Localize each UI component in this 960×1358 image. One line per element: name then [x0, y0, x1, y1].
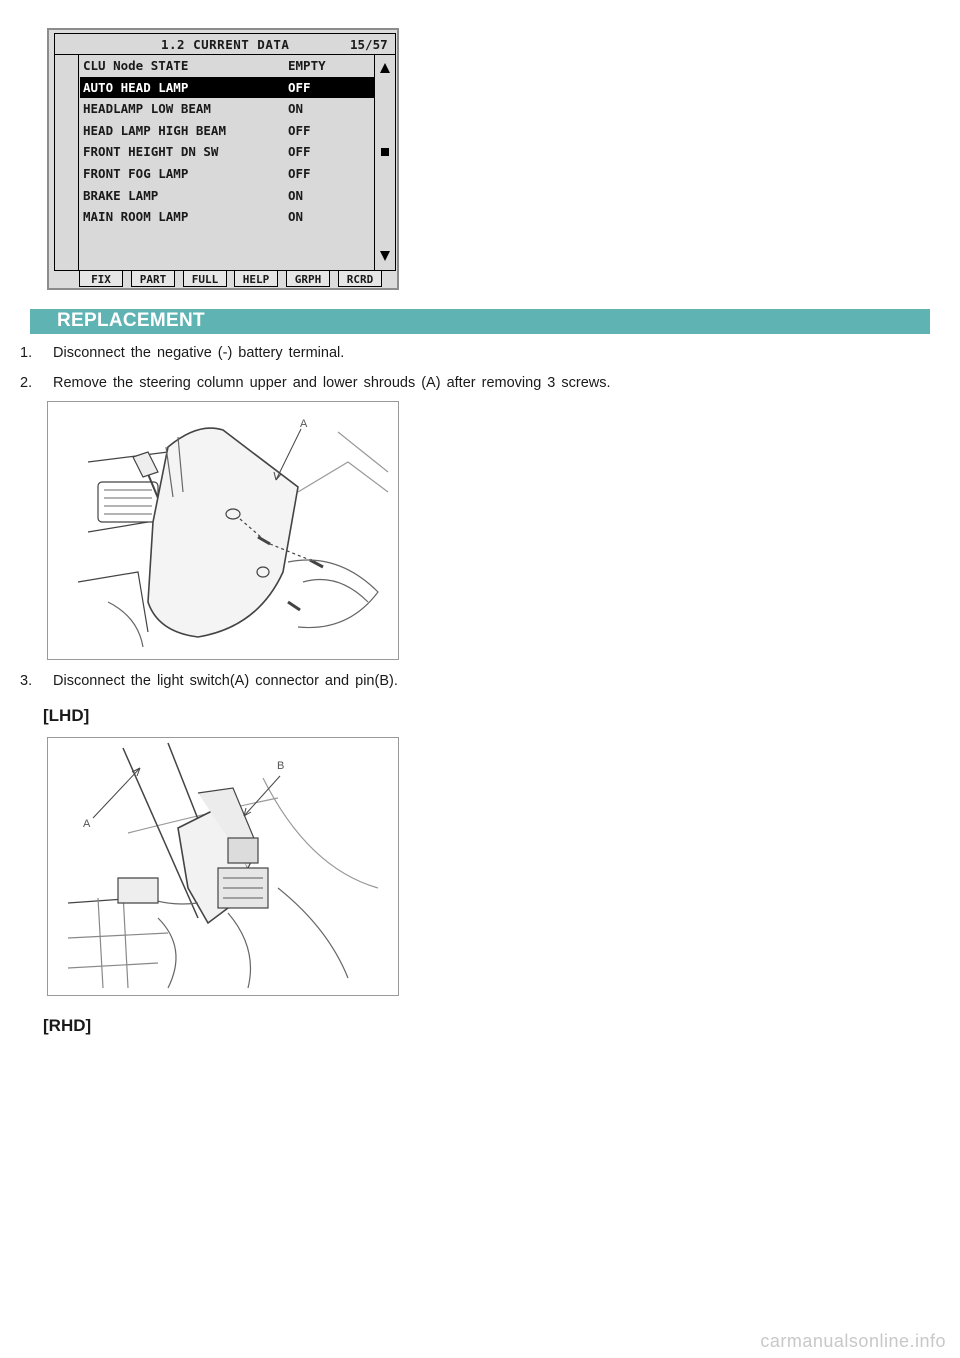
scan-row-selected[interactable]	[80, 77, 374, 99]
scan-row-label: HEAD LAMP HIGH BEAM	[83, 122, 226, 138]
grph-button[interactable]: GRPH	[286, 270, 330, 287]
watermark: carmanualsonline.info	[760, 1331, 946, 1351]
shroud-drawing	[48, 402, 399, 660]
scan-row[interactable]	[80, 163, 374, 185]
scan-function-buttons	[53, 270, 393, 288]
step-number: 2.	[20, 375, 33, 391]
scan-title: 1.2 CURRENT DATA	[161, 37, 290, 52]
help-button[interactable]: HELP	[234, 270, 278, 287]
scan-title-bar	[55, 34, 395, 55]
scroll-down-arrow-icon[interactable]	[380, 251, 390, 261]
scan-row-label: MAIN ROOM LAMP	[83, 209, 189, 225]
callout-b: B	[277, 760, 285, 772]
scan-data-list	[80, 55, 374, 228]
step-number: 3.	[20, 673, 33, 689]
scan-row-value: ON	[288, 187, 304, 203]
scan-row[interactable]	[80, 98, 374, 120]
scan-row[interactable]	[80, 185, 374, 207]
scan-row-label: CLU Node STATE	[83, 58, 189, 73]
scan-row-label: HEADLAMP LOW BEAM	[83, 101, 211, 117]
connector-drawing	[48, 738, 399, 996]
callout-a: A	[300, 418, 308, 430]
subheading-lhd: [LHD]	[43, 706, 90, 725]
full-button[interactable]: FULL	[183, 270, 227, 287]
scroll-thumb[interactable]	[381, 148, 389, 156]
scan-row-value: OFF	[288, 165, 311, 181]
scroll-up-arrow-icon[interactable]	[380, 63, 390, 73]
section-header-bar	[30, 309, 930, 334]
scan-display	[54, 33, 396, 271]
light-switch-connector-illustration	[47, 737, 399, 996]
scan-page-counter: 15/57	[350, 37, 388, 52]
scan-body	[55, 55, 395, 270]
scan-left-column	[55, 55, 79, 270]
step-1	[20, 345, 344, 361]
part-button[interactable]: PART	[131, 270, 175, 287]
scan-row[interactable]	[80, 141, 374, 163]
fix-button[interactable]: FIX	[79, 270, 123, 287]
step-3	[20, 673, 398, 689]
shroud-removal-illustration	[47, 401, 399, 660]
subheading-rhd: [RHD]	[43, 1016, 92, 1035]
scan-row-value: OFF	[288, 144, 311, 160]
step-2	[20, 375, 611, 391]
scan-row[interactable]	[80, 55, 374, 77]
scan-row-label: AUTO HEAD LAMP	[83, 79, 189, 95]
scan-row-label: FRONT FOG LAMP	[83, 165, 189, 181]
scan-row-value: OFF	[288, 122, 311, 138]
scan-tool-screen	[47, 28, 399, 290]
scan-row-label: FRONT HEIGHT DN SW	[83, 144, 219, 160]
scan-row-value: ON	[288, 101, 304, 117]
scan-row-label: BRAKE LAMP	[83, 187, 159, 203]
step-number: 1.	[20, 345, 33, 361]
step-text: Disconnect the negative (-) battery terminal.	[53, 345, 345, 361]
scan-row-value: ON	[288, 209, 304, 225]
scan-scrollbar[interactable]	[374, 55, 395, 270]
callout-a: A	[83, 818, 91, 830]
scan-row-value: OFF	[288, 79, 311, 95]
step-text: Remove the steering column upper and lower shrouds (A) after removing 3 screws.	[53, 375, 611, 391]
rcrd-button[interactable]: RCRD	[338, 270, 382, 287]
step-text: Disconnect the light switch(A) connector and pin(B).	[53, 673, 398, 689]
section-title: REPLACEMENT	[57, 310, 205, 331]
scan-row[interactable]	[80, 120, 374, 142]
scan-row[interactable]	[80, 206, 374, 228]
scan-row-value: EMPTY	[288, 58, 326, 73]
